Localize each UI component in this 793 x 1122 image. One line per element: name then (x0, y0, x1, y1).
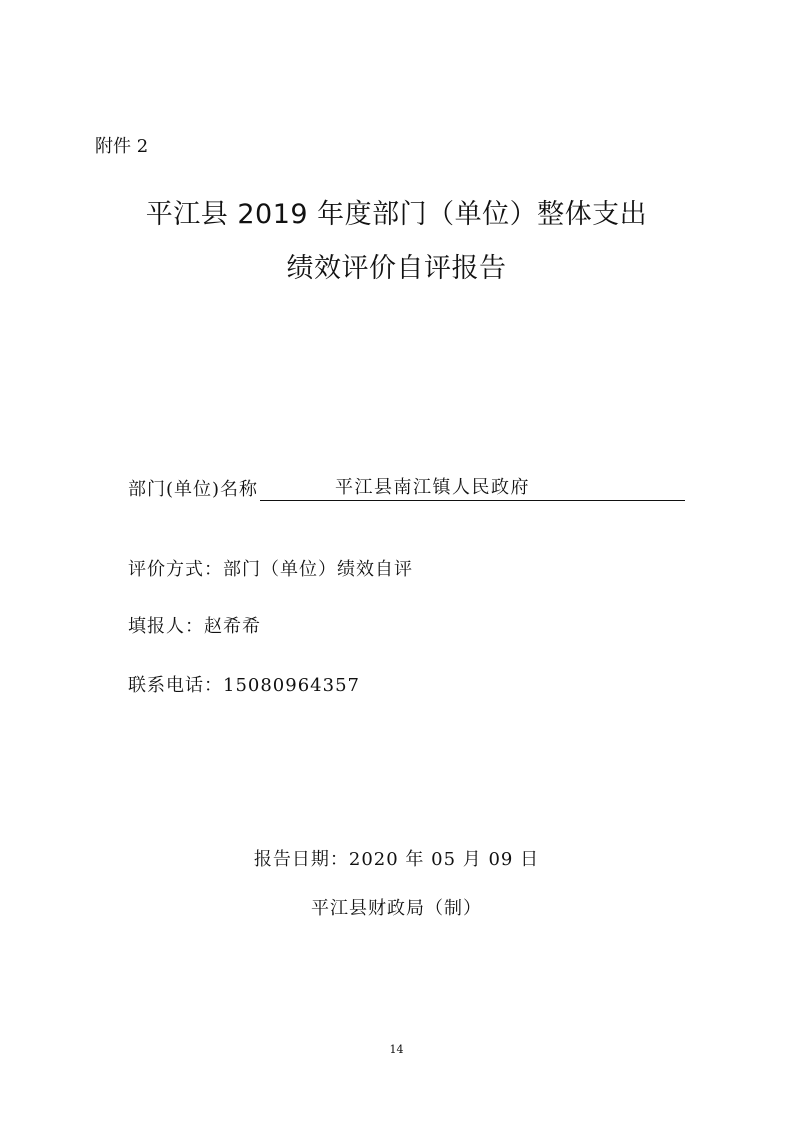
page-number: 14 (389, 1043, 404, 1056)
department-field (128, 475, 685, 501)
report-date: 报告日期：2020 年 05 月 09 日 (253, 849, 540, 870)
evaluation-method: 评价方式：部门（单位）绩效自评 (128, 559, 413, 580)
report-title-line1: 平江县 2019 年度部门（单位）整体支出 (145, 199, 648, 230)
department-underline (260, 478, 685, 501)
issuer: 平江县财政局（制） (311, 898, 482, 919)
contact-phone: 联系电话：15080964357 (128, 675, 360, 696)
department-value: 平江县南江镇人民政府 (335, 477, 531, 498)
department-label: 部门(单位)名称 (128, 479, 259, 500)
attachment-label: 附件 2 (95, 136, 149, 157)
filler-name: 填报人：赵希希 (128, 616, 261, 637)
report-title-line2: 绩效评价自评报告 (286, 253, 507, 284)
